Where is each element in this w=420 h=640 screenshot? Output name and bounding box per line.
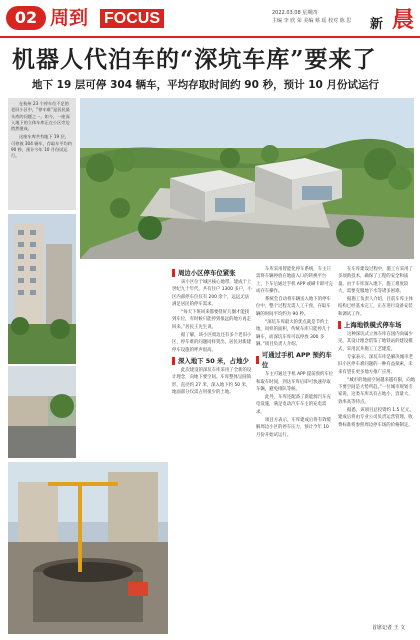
section-title: 周到	[50, 7, 89, 29]
paragraph: 该小区位于城区核心地带，建成于上世纪九十年代，共有住户 1300 多户，小区内部停车位仅有 200 余个，远远无法满足居民的停车需求。	[172, 280, 252, 307]
paragraph: 据悉，该项目总投资约 1.5 亿元，建成后将由专业公司负责运营管理，收费标准将参照周边停车场的价格制定。	[338, 408, 414, 428]
paragraph: 此外，车库还配备了新能源汽车充电设施，满足电动汽车车主的充电需求。	[256, 395, 331, 415]
street-photo	[8, 366, 76, 458]
heading-marker	[172, 357, 175, 365]
rendering-photo	[80, 98, 414, 259]
article-column-1	[172, 266, 252, 397]
section-heading	[172, 356, 252, 366]
paragraph: 车主可通过手机 APP 提前预约车位和取车时间，到达车库后即可快速存取车辆，避免排队等候。	[256, 372, 334, 392]
residential-building-photo	[8, 214, 76, 364]
newspaper-logo	[370, 3, 416, 33]
parking-garage-rendering	[80, 98, 414, 259]
logo-text-2: 晨	[392, 7, 415, 33]
paragraph: 车库采用智能化停车系统，车主只需将车辆停放在地面入口的转换平台上，下车后通过手机 APP 或刷卡即可完成存车操作。	[256, 267, 333, 294]
section-heading	[338, 320, 416, 330]
paragraph: 据施工负责人介绍，目前车库主体结构已经基本完工，正在进行设备安装和调试工作。	[338, 297, 413, 317]
paragraph: 此次建设的深坑车库采用了全新的设计理念，向地下要空间。车库整体呈圆筒形，直径约 27 米，深入地下约 50 米，地面部分仅需占用很少的土地。	[172, 367, 252, 395]
paragraph: “城市的地面空间越来越有限，向地下要空间是大势所趋。”一位城市规划专家说，这类车库具有占地小、容量大、效率高等特点。	[338, 377, 416, 405]
construction-photo	[8, 462, 168, 634]
section-heading	[256, 350, 334, 370]
construction-site-photo	[8, 462, 168, 634]
heading-text: 深入地下 50 米，占地少	[178, 356, 249, 365]
lead-summary-box	[8, 98, 76, 210]
paragraph: 这种深坑式立体车库在国内尚属少见，其设计理念借鉴了地铁站的建设模式，采用沉井施工工艺建造。	[338, 332, 413, 352]
paragraph: 专家表示，深坑车库是解决城市老旧小区停车难问题的一种有益探索，未来有望在更多地方推广应用。	[338, 354, 413, 375]
building-photo	[8, 214, 76, 364]
byline: 首席记者 王 文	[372, 625, 406, 631]
paragraph: 系统会自动将车辆送入地下的停车位中，整个过程无需人工干预，存取车辆的时间平均约为 90 秒。	[256, 297, 331, 317]
section-heading	[172, 268, 252, 278]
subheadline: 地下 19 层可停 304 辆车，平均存取时间约 90 秒，预计 10 月份试运行	[32, 79, 379, 91]
paragraph: 在车库建设过程中，施工方采用了多项新技术，确保了工程的安全和质量。由于车库深入地下，施工难度较大，需要克服地下水等诸多困难。	[338, 267, 413, 294]
heading-text: 周边小区停车位紧张	[178, 269, 236, 277]
paragraph: “每天下班回来都要绕好几圈才能找到车位，有时候只能停到很远的地方再走回来。”居民王先生说。	[172, 310, 252, 330]
heading-text: 可通过手机 APP 预约车位	[261, 351, 332, 370]
article-column-2	[256, 266, 334, 440]
page-header	[0, 0, 420, 38]
date-line	[272, 9, 351, 25]
paragraph: “深坑车库最大的优点就是节约土地，同样的面积，传统车库只能停几十辆车，而深坑车库可以停放 300 多辆。”项目负责人介绍。	[256, 320, 331, 347]
lead-paragraph: 在杭州 23 个停车位不足的老旧小区中，“停车难”是居民最头疼的问题之一。如今，一座深入地下的立体车库正在小区旁边悄然建成。	[11, 101, 70, 132]
section-title-en: FOCUS	[100, 9, 164, 28]
article-column-3	[338, 266, 416, 430]
paragraph: 据了解，该小区周边还有多个老旧小区，停车难的问题同样突出，居民对新建停车设施的呼声很高。	[172, 333, 252, 353]
issue-date: 2022.03.08 星期四	[272, 10, 318, 16]
heading-text: 上海地铁模式停车场	[344, 321, 402, 330]
heading-marker	[256, 356, 259, 364]
header-divider	[0, 36, 420, 38]
heading-marker	[172, 269, 175, 277]
heading-marker	[338, 321, 341, 329]
editor-credits: 主编 李 欣 荣 美编 蔡 瑶 校对 陈 思	[272, 18, 352, 24]
lead-paragraph: 这座车库共有地下 19 层，可停放 304 辆车，存取车平均约 90 秒，预计今年 10 月份试运行。	[11, 134, 72, 159]
street-scene-photo	[8, 366, 76, 458]
paragraph: 项目方表示，车库建成后将有效缓解周边小区的停车压力，预计今年 10 月份开始试运行。	[256, 418, 331, 438]
logo-text-1: 新	[370, 17, 384, 32]
issue-number: 02	[6, 6, 46, 30]
headline: 机器人代泊车的“深坑车库”要来了	[12, 46, 377, 73]
